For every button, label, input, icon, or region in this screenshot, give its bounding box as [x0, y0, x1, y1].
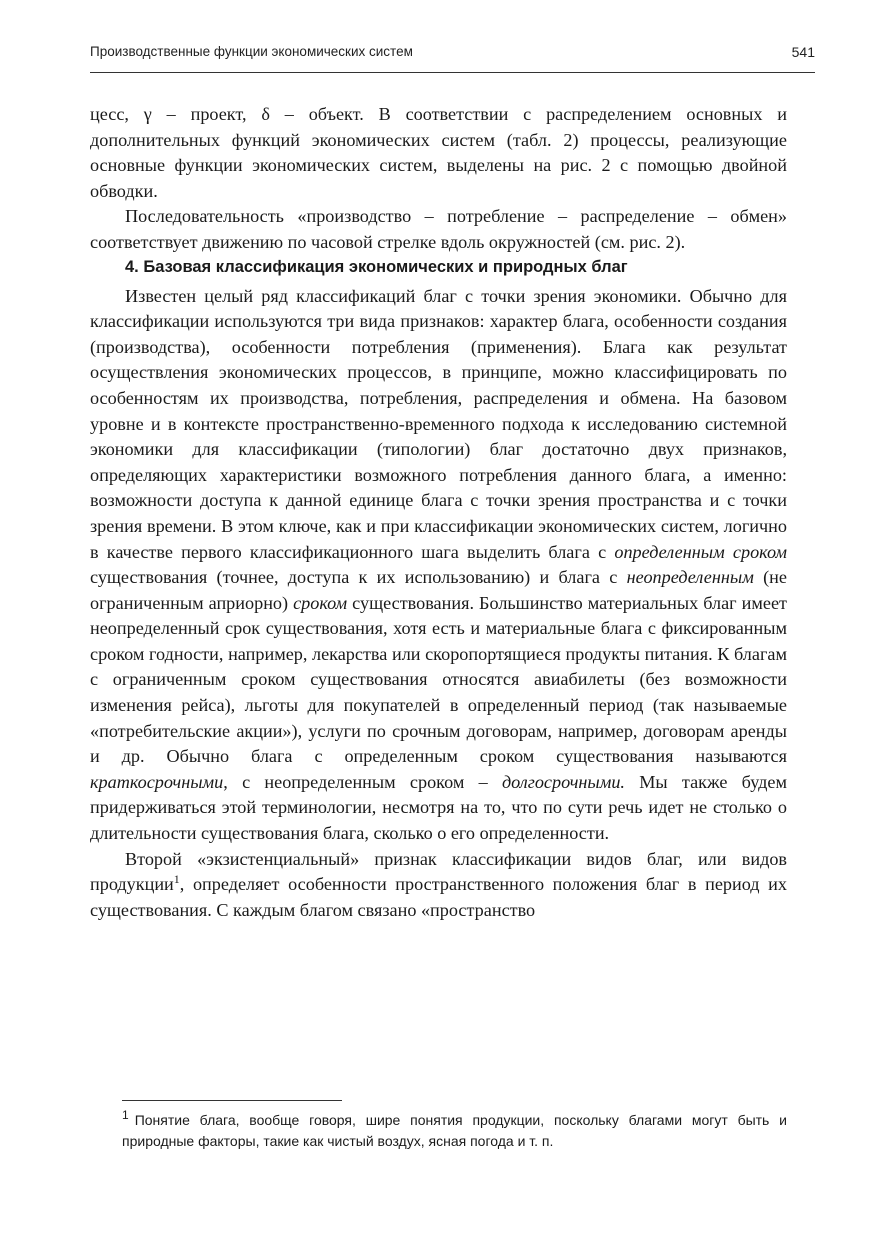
- italic-term: долгосрочными.: [501, 771, 625, 792]
- text-run: Известен целый ряд классификаций благ с точки зрения экономики. Обычно для классификации используются три вида признаков: характер блага, особенности создания (производства), особенности потребления (применения). Блага как результат осуществления экономических процессов, в принципе, можно классифицировать по особенностям их производства, потребления, распределения и обмена. На базовом уровне и в контексте пространственно-временного подхода к исследованию системной экономики для классификации (типологии) благ достаточно двух признаков, определяющих характеристики возможного потребления данного блага, а именно: возможности доступа к данной единице блага с точки зрения пространства и с точки зрения времени. В этом ключе, как и при классификации экономических систем, логично в качестве первого классификационного шага выделить блага с: [90, 285, 787, 562]
- footnote-marker: 1: [122, 1108, 129, 1123]
- footnote: [122, 1110, 787, 1152]
- text-run: (не ограниченным априорно): [90, 567, 787, 613]
- footnote-text: Понятие блага, вообще говоря, шире понятия продукции, поскольку благами могут быть и природные факторы, такие как чистый воздух, ясная погода и т. п.: [122, 1112, 787, 1149]
- paragraph-classification: [90, 284, 787, 847]
- header-divider: [90, 72, 815, 73]
- running-header: [90, 44, 815, 59]
- body-text: [90, 102, 787, 923]
- running-title: Производственные функции экономических систем: [90, 44, 413, 59]
- text-run: , определяет особенности пространственного положения благ в период их существования. С каждым благом связано «пространство: [90, 874, 787, 920]
- italic-term: краткосрочными: [90, 771, 224, 792]
- italic-term: определенным сроком: [614, 541, 787, 562]
- paragraph-sequence: Последовательность «производство – потребление – распределение – обмен» соответствует движению по часовой стрелке вдоль окружностей (см. рис. 2).: [90, 206, 787, 252]
- section-heading: 4. Базовая классификация экономических и природных благ: [125, 257, 628, 276]
- text-run: существования (точнее, доступа к их использованию) и блага с: [90, 567, 627, 588]
- italic-term: неопределенным: [626, 567, 754, 588]
- italic-term: сроком: [293, 592, 348, 613]
- paragraph-existential: [90, 847, 787, 924]
- text-run: Мы также будем придерживаться этой терминологии, несмотря на то, что по сути речь идет не столько о длительности существования блага, сколько о его определенности.: [90, 771, 787, 844]
- text-run: , с неопределенным сроком –: [223, 771, 502, 792]
- text-run: Второй «экзистенциальный» признак классификации видов благ, или видов продукции: [90, 848, 787, 895]
- footnote-reference[interactable]: 1: [173, 872, 180, 887]
- paragraph-continuation: цесс, γ – проект, δ – объект. В соответствии с распределением основных и дополнительных функций экономических систем (табл. 2) процессы, реализующие основные функции экономических систем, выделены на рис. 2 с помощью двойной обводки.: [90, 104, 787, 201]
- page-number: 541: [791, 44, 815, 60]
- text-run: существования. Большинство материальных благ имеет неопределенный срок существования, хотя есть и материальные блага с фиксированным сроком годности, например, лекарства или скоропортящиеся продукты питания. К благам с ограниченным сроком существования относятся авиабилеты (без возможности изменения рейса), льготы для покупателей в определенный период (так называемые «потребительские акции»), услуги по срочным договорам, например, договорам аренды и др. Обычно блага с определенным сроком существования называются: [90, 592, 787, 767]
- footnote-divider: [122, 1100, 342, 1101]
